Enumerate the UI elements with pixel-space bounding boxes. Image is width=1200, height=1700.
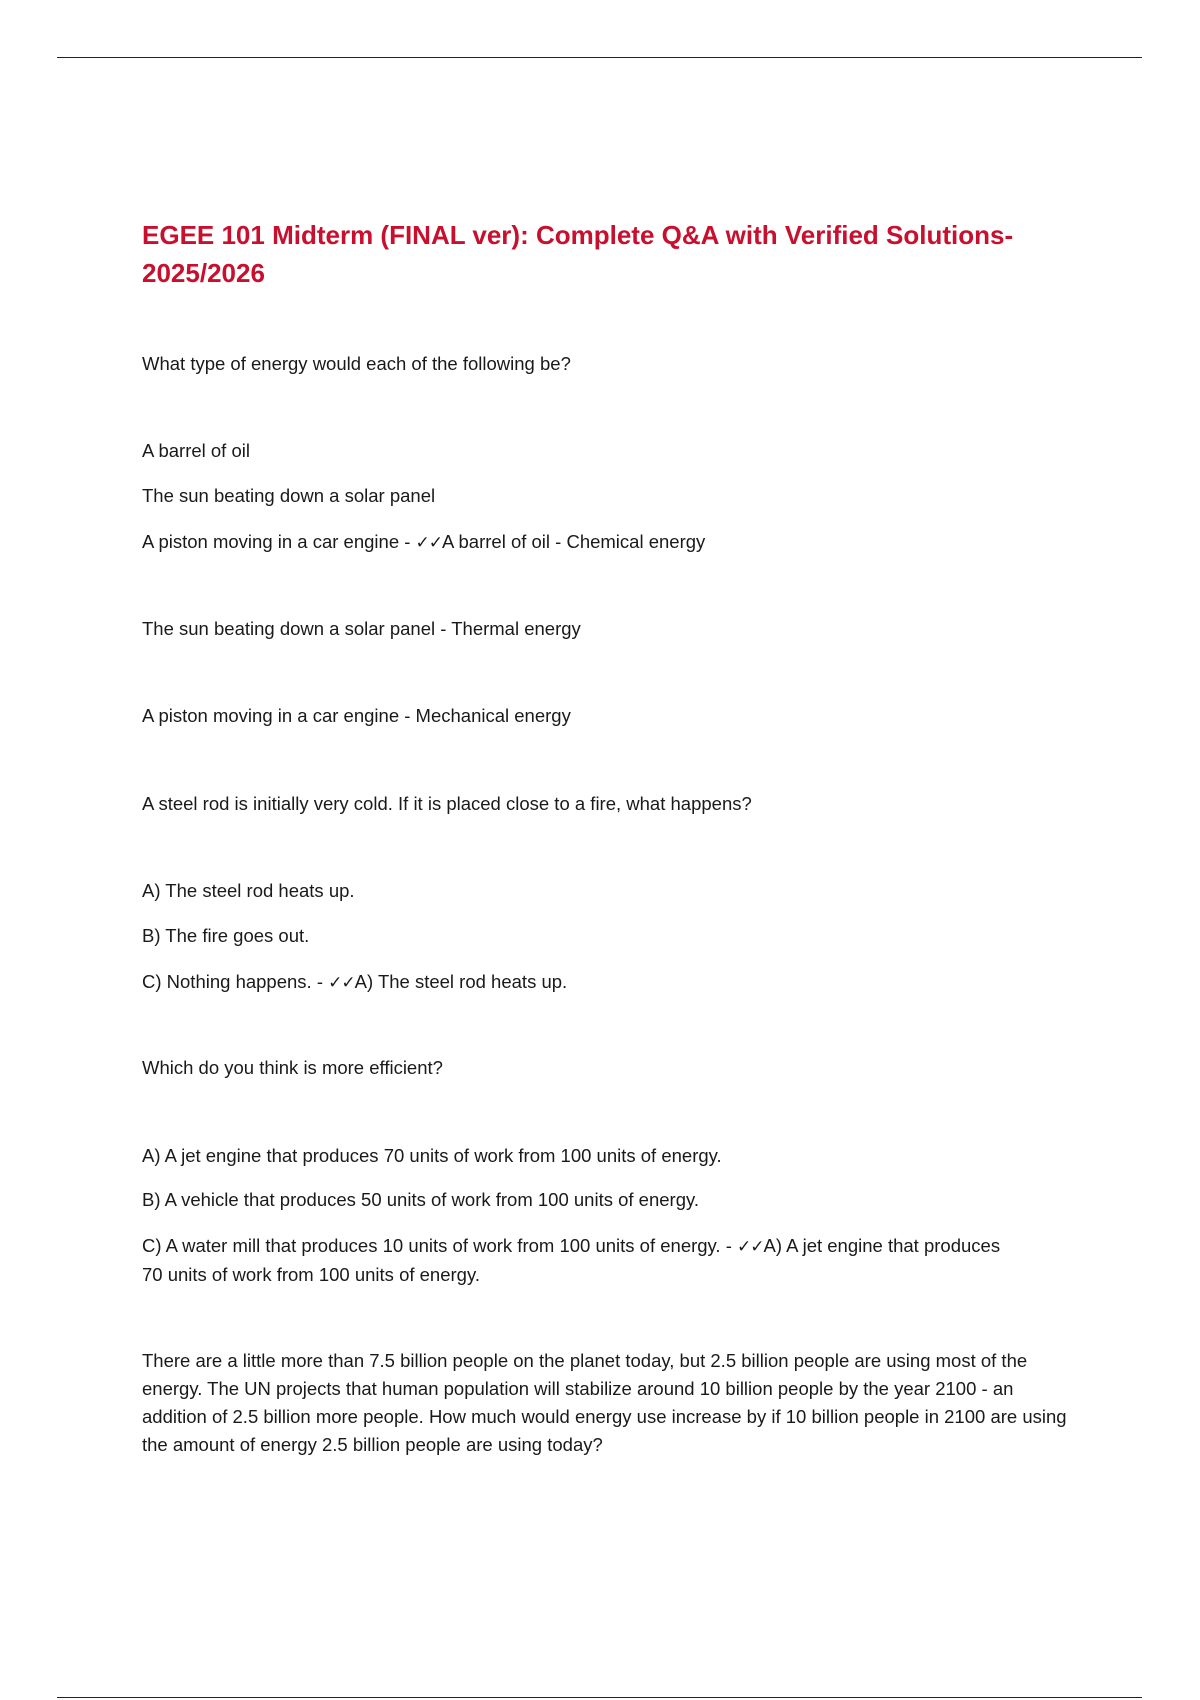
q3-option-b: B) A vehicle that produces 50 units of work from 100 units of energy.: [142, 1189, 700, 1210]
check-icon: ✓✓: [737, 1237, 764, 1257]
q2-option-c-with-answer: [142, 968, 567, 997]
q3-question: Which do you think is more efficient?: [142, 1057, 443, 1078]
q2-question: A steel rod is initially very cold. If it is placed close to a fire, what happens?: [142, 793, 752, 814]
q2-option-b: B) The fire goes out.: [142, 925, 310, 946]
q2-option-c: C) Nothing happens. -: [142, 971, 329, 992]
check-icon: ✓✓: [415, 533, 443, 553]
q3-option-c-with-answer: [142, 1232, 1022, 1289]
q2-answer: A) The steel rod heats up.: [354, 971, 568, 992]
q1-answer-3: A piston moving in a car engine - Mechanical energy: [142, 705, 571, 726]
q1-item-1: A barrel of oil: [142, 440, 250, 461]
q1-item-3: A piston moving in a car engine -: [142, 531, 416, 552]
q1-answer-2: The sun beating down a solar panel - Thermal energy: [142, 618, 581, 639]
q3-answer: A) A jet engine that produces 70 units of work from 100 units of energy.: [142, 1235, 1001, 1285]
q1-item-2: The sun beating down a solar panel: [142, 485, 436, 506]
q3-option-a: A) A jet engine that produces 70 units of work from 100 units of energy.: [142, 1145, 722, 1166]
bottom-rule: [57, 1697, 1142, 1698]
check-icon: ✓✓: [328, 973, 355, 993]
document-title: EGEE 101 Midterm (FINAL ver): Complete Q&A with Verified Solutions-2025/2026: [142, 220, 1014, 288]
q2-option-a: A) The steel rod heats up.: [142, 880, 355, 901]
q1-item-3-with-answer: [142, 528, 705, 557]
top-rule: [57, 57, 1142, 58]
q4-question: There are a little more than 7.5 billion people on the planet today, but 2.5 billion people are using most of the energy. The UN projects that human population will stabilize around 10 billion people by the year 2100 - an addition of 2.5 billion more people. How much would energy use increase by if 10 billion people in 2100 are using the amount of energy 2.5 billion people are using today?: [142, 1350, 1067, 1455]
q1-answer-1: A barrel of oil - Chemical energy: [442, 531, 706, 552]
q1-question: What type of energy would each of the following be?: [142, 353, 571, 374]
q3-option-c: C) A water mill that produces 10 units of work from 100 units of energy. -: [142, 1235, 738, 1256]
